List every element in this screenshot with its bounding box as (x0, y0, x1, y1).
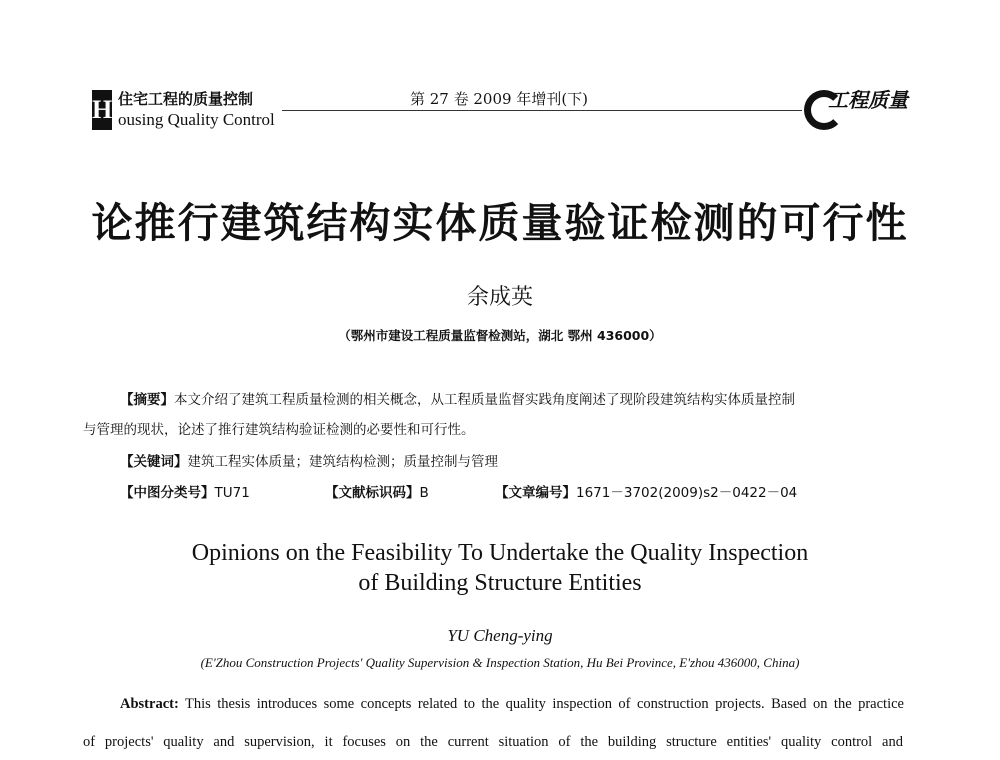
article-id-label: 【文章编号】 (495, 485, 576, 501)
abstract-text: 本文介绍了建筑工程质量检测的相关概念，从工程质量监督实践角度阐述了现阶段建筑结构实体质量控制 (174, 392, 795, 408)
clc-label: 【中图分类号】 (120, 485, 215, 501)
journal-logo-letter: H (92, 90, 112, 130)
journal-name-en: ousing Quality Control (118, 110, 275, 129)
logo-text: 工程质量 (828, 88, 908, 112)
english-title-line2: of Building Structure Entities (358, 570, 642, 596)
english-abstract-text: This thesis introduces some concepts related to the quality inspection of construction projects. Based on the practice (185, 696, 904, 712)
abstract-label: 【摘要】 (120, 392, 174, 408)
classification-row (120, 481, 920, 501)
keywords-text: 建筑工程实体质量；建筑结构检测；质量控制与管理 (187, 454, 498, 470)
keywords (120, 450, 498, 470)
english-title (0, 538, 1000, 598)
journal-name-cn: 住宅工程的质量控制 (118, 90, 254, 108)
abstract-cn-line1 (120, 388, 795, 408)
clc-value: TU71 (214, 485, 250, 501)
article-id-value: 1671－3702(2009)s2－0422－04 (576, 485, 798, 501)
publisher-logo (800, 84, 908, 140)
english-title-line1: Opinions on the Feasibility To Undertake the Quality Inspection (191, 540, 809, 566)
header-rule (282, 110, 802, 111)
english-author: YU Cheng-ying (447, 626, 553, 645)
doc-code-label: 【文献标识码】 (325, 485, 420, 501)
abstract-cn-line2: 与管理的现状，论述了推行建筑结构验证检测的必要性和可行性。 (83, 422, 475, 438)
english-abstract-label: Abstract: (120, 696, 179, 712)
english-affiliation: (E'Zhou Construction Projects' Quality Supervision & Inspection Station, Hu Bei Province, E'zhou 436000, China) (200, 655, 800, 670)
author: 余成英 (466, 285, 533, 310)
doc-code-value: B (419, 485, 429, 501)
affiliation: （鄂州市建设工程质量监督检测站，湖北 鄂州 436000） (338, 328, 662, 343)
english-abstract-line2: of projects' quality and supervision, it focuses on the current situation of the building structure entities' quality control and (83, 734, 903, 750)
keywords-label: 【关键词】 (120, 454, 188, 470)
paper-title: 论推行建筑结构实体质量验证检测的可行性 (91, 199, 909, 247)
english-abstract-line1 (120, 696, 904, 713)
issue-info: 第 27 卷 2009 年增刊(下) (410, 90, 589, 108)
